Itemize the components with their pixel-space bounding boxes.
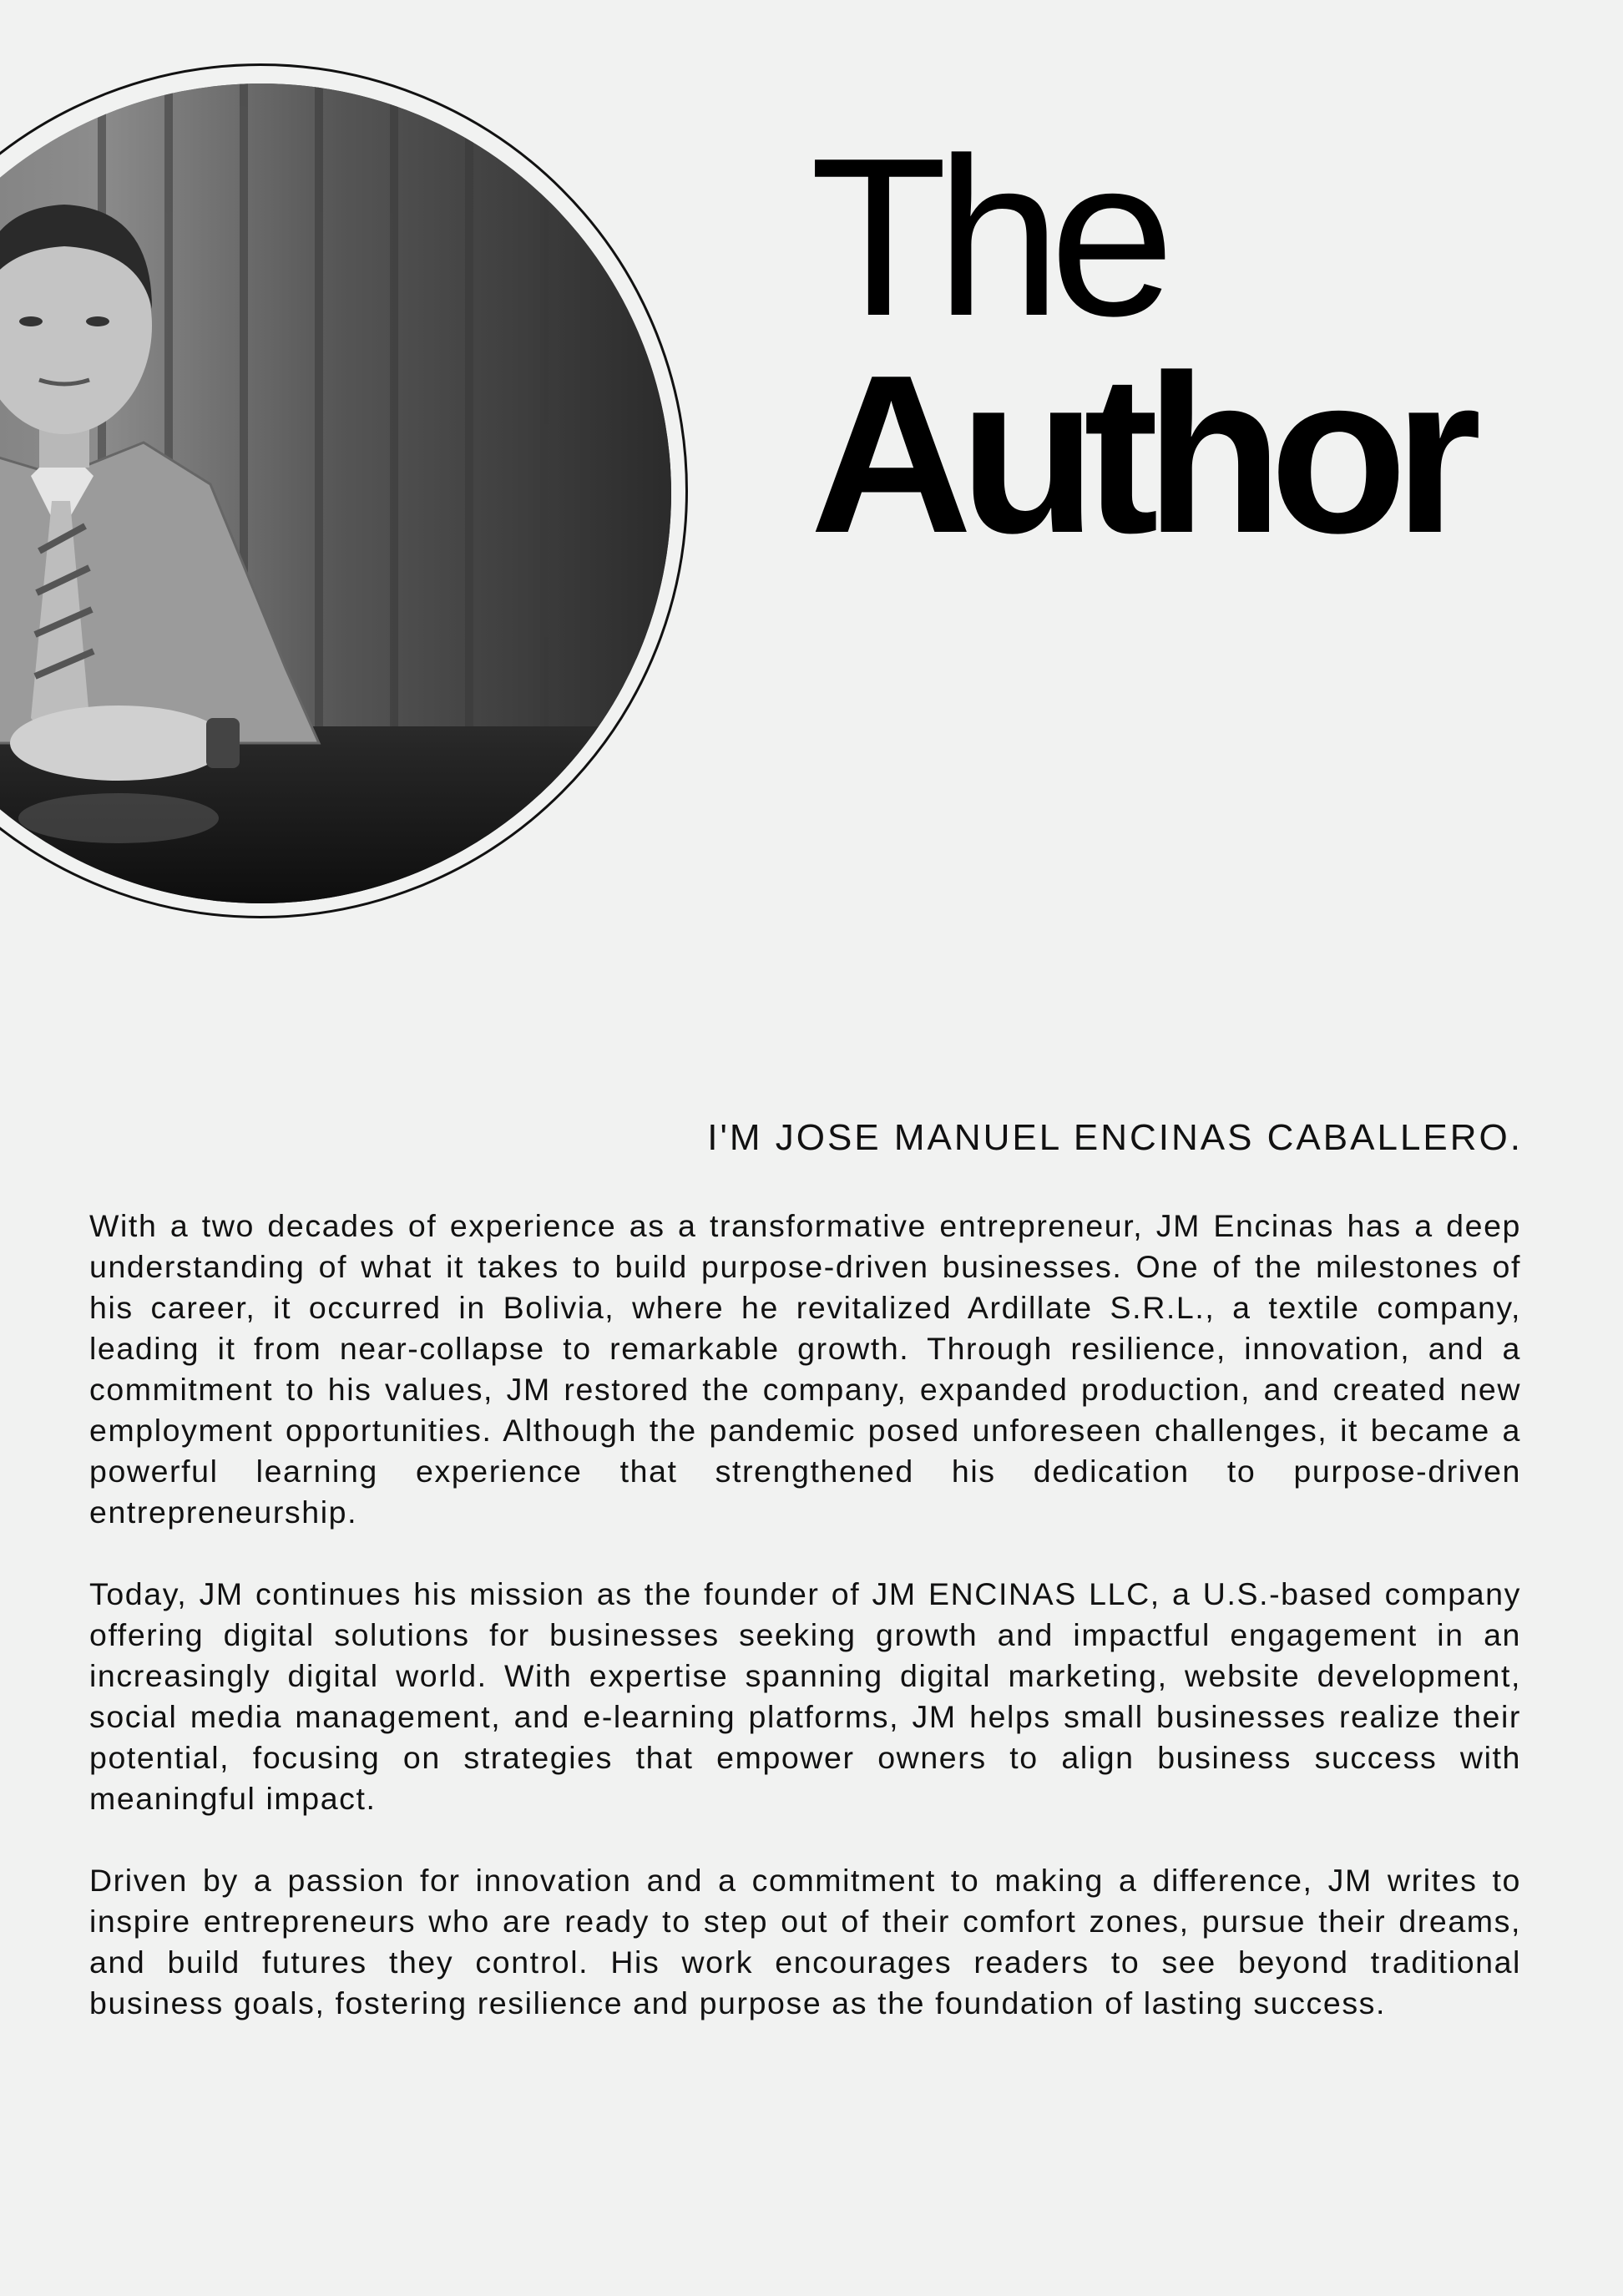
bio-paragraph: Driven by a passion for innovation and a commitment to making a difference, JM writes to inspire entrepreneurs who are ready to step out of their comfort zones, pursue their dreams, and build futures they control. His work encourages readers to see beyond traditional business goals, fostering resilience and purpose as the foundation of lasting success. [89,1863,1521,2020]
page-title [810,112,1469,580]
author-bio [89,1206,1521,2065]
title-line-the: The [810,112,1164,363]
author-name-heading: I'M JOSE MANUEL ENCINAS CABALLERO. [707,1117,1523,1158]
bio-paragraph: Today, JM continues his mission as the founder of JM ENCINAS LLC, a U.S.-based company offering digital solutions for businesses seeking growth and impactful engagement in an increasingly digital world. With expertise spanning digital marketing, website development, social media management, and e-learning platforms, JM helps small businesses realize their potential, focusing on strategies that empower owners to align business success with meaningful impact. [89,1576,1521,1816]
title-line-author: Author [810,329,1469,580]
bio-paragraph: With a two decades of experience as a transformative entrepreneur, JM Encinas has a deep understanding of what it takes to build purpose-driven businesses. One of the milestones of his career, it occurred in Bolivia, where he revitalized Ardillate S.R.L., a textile company, leading it from near-collapse to remarkable growth. Through resilience, innovation, and a commitment to his values, JM restored the company, expanded production, and created new employment opportunities. Although the pandemic posed unforeseen challenges, it became a powerful learning experience that strengthened his dedication to purpose-driven entrepreneurship. [89,1208,1521,1530]
